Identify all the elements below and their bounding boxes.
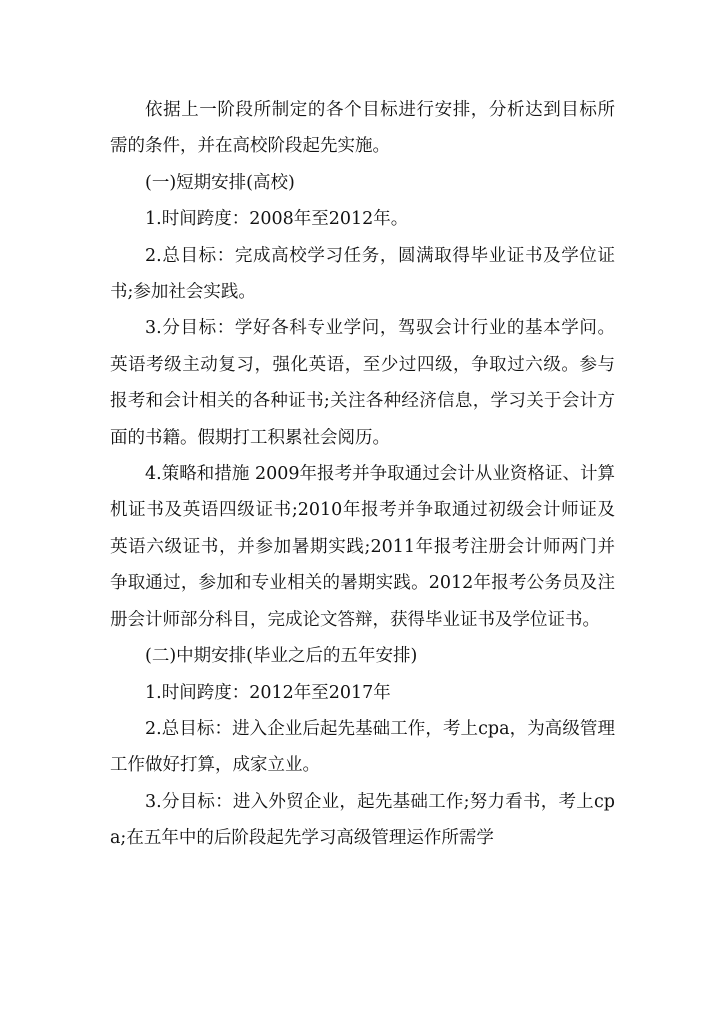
paragraph-mid-overall-goal: 2.总目标：进入企业后起先基础工作，考上cpa，为高级管理工作做好打算，成家立业。 [110, 718, 615, 776]
heading-mid-term-plan: (二)中期安排(毕业之后的五年安排) [145, 646, 418, 667]
paragraph-short-overall-goal: 2.总目标：完成高校学习任务，圆满取得毕业证书及学位证书;参加社会实践。 [110, 245, 615, 303]
paragraph-short-time-span: 1.时间跨度：2008年至2012年。 [145, 209, 409, 230]
document-body [110, 92, 615, 857]
paragraph-mid-time-span: 1.时间跨度：2012年至2017年 [145, 682, 391, 703]
heading-short-term-plan: (一)短期安排(高校) [145, 172, 295, 193]
paragraph-short-strategies: 4.策略和措施 2009年报考并争取通过会计从业资格证、计算机证书及英语四级证书;2010年报考并争取通过初级会计师证及英语六级证书，并参加暑期实践;2011年报考注册会计师两门并争取通过，参加和专业相关的暑期实践。2012年报考公务员及注册会计师部分科目，完成论文答辩，获得毕业证书及学位证书。 [110, 464, 615, 630]
paragraph-mid-sub-goals: 3.分目标：进入外贸企业，起先基础工作;努力看书，考上cpa;在五年中的后阶段起先学习高级管理运作所需学 [110, 791, 615, 849]
paragraph-short-sub-goals: 3.分目标：学好各科专业学问，驾驭会计行业的基本学问。英语考级主动复习，强化英语，至少过四级，争取过六级。参与报考和会计相关的各种证书;关注各种经济信息，学习关于会计方面的书籍。假期打工积累社会阅历。 [110, 318, 615, 448]
paragraph-intro: 依据上一阶段所制定的各个目标进行安排，分析达到目标所需的条件，并在高校阶段起先实施。 [110, 100, 615, 157]
